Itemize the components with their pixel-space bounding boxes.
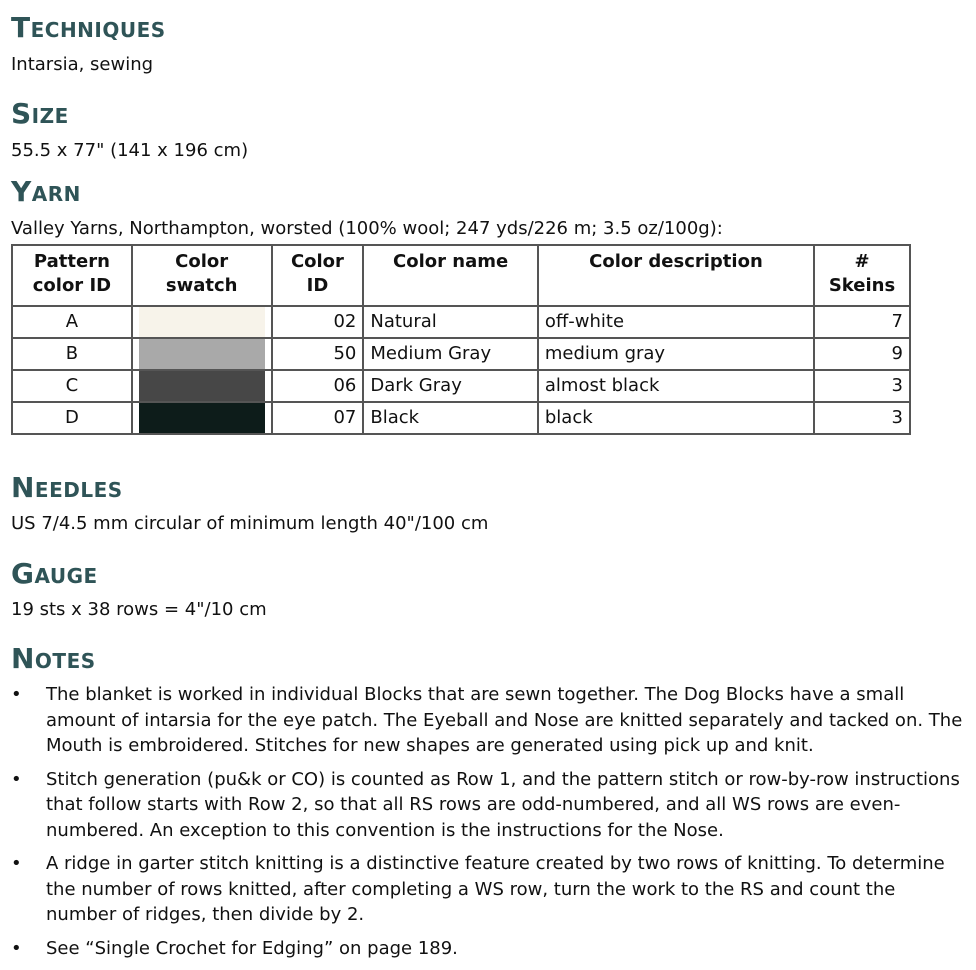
color-swatch xyxy=(139,371,265,401)
list-item xyxy=(11,682,971,759)
skeins-count: 9 xyxy=(814,338,910,370)
gauge-heading: Gauge xyxy=(11,557,98,590)
color-name: Black xyxy=(363,402,538,434)
pattern-color-id: A xyxy=(12,306,132,338)
header-color-name: Color name xyxy=(363,245,538,306)
color-swatch xyxy=(139,339,265,369)
header-pattern-color-id: Pattern color ID xyxy=(12,245,132,306)
size-text: 55.5 x 77" (141 x 196 cm) xyxy=(11,140,249,161)
size-heading: Size xyxy=(11,97,69,130)
color-swatch xyxy=(139,307,265,337)
list-item xyxy=(11,851,971,928)
table-header-row xyxy=(12,245,910,306)
table-row xyxy=(12,306,910,338)
color-swatch-cell xyxy=(132,370,272,402)
color-name: Natural xyxy=(363,306,538,338)
techniques-heading: Techniques xyxy=(11,11,166,44)
note-text: The blanket is worked in individual Blocks that are sewn together. The Dog Blocks have a small amount of intarsia for the eye patch. The Eyeball and Nose are knitted separately and tacked on. The Mouth is embroidered. Stitches for new shapes are generated using pick up and knit. xyxy=(46,684,963,756)
pattern-color-id: D xyxy=(12,402,132,434)
needles-heading: Needles xyxy=(11,471,123,504)
yarn-text: Valley Yarns, Northampton, worsted (100% wool; 247 yds/226 m; 3.5 oz/100g): xyxy=(11,218,723,239)
needles-text: US 7/4.5 mm circular of minimum length 40"/100 cm xyxy=(11,513,489,534)
color-swatch-cell xyxy=(132,338,272,370)
note-text: See “Single Crochet for Edging” on page 189. xyxy=(46,937,458,959)
header-skeins: # Skeins xyxy=(814,245,910,306)
header-color-description: Color description xyxy=(538,245,814,306)
skeins-count: 3 xyxy=(814,402,910,434)
bullet-icon: • xyxy=(11,684,22,705)
yarn-heading: Yarn xyxy=(11,175,81,208)
color-swatch-cell xyxy=(132,306,272,338)
color-swatch-cell xyxy=(132,402,272,434)
gauge-text: 19 sts x 38 rows = 4"/10 cm xyxy=(11,599,267,620)
notes-heading: Notes xyxy=(11,642,96,675)
header-color-id: Color ID xyxy=(272,245,364,306)
techniques-text: Intarsia, sewing xyxy=(11,54,154,75)
color-description: almost black xyxy=(538,370,814,402)
bullet-icon: • xyxy=(11,937,22,959)
skeins-count: 3 xyxy=(814,370,910,402)
color-swatch xyxy=(139,403,265,433)
notes-list xyxy=(11,682,971,969)
bullet-icon: • xyxy=(11,768,22,790)
color-name: Dark Gray xyxy=(363,370,538,402)
note-text: Stitch generation (pu&k or CO) is counted as Row 1, and the pattern stitch or row-by-row instructions that follow starts with Row 2, so that all RS rows are odd-numbered, and all WS rows are even-numbered. An exception to this convention is the instructions for the Nose. xyxy=(46,768,960,841)
color-id: 07 xyxy=(272,402,364,434)
color-description: off-white xyxy=(538,306,814,338)
table-row xyxy=(12,370,910,402)
table-row xyxy=(12,402,910,434)
list-item xyxy=(11,936,971,962)
color-id: 02 xyxy=(272,306,364,338)
list-item xyxy=(11,767,971,844)
bullet-icon: • xyxy=(11,853,22,874)
table-row xyxy=(12,338,910,370)
color-description: medium gray xyxy=(538,338,814,370)
color-id: 50 xyxy=(272,338,364,370)
color-description: black xyxy=(538,402,814,434)
header-color-swatch: Color swatch xyxy=(132,245,272,306)
skeins-count: 7 xyxy=(814,306,910,338)
pattern-color-id: C xyxy=(12,370,132,402)
color-name: Medium Gray xyxy=(363,338,538,370)
note-text: A ridge in garter stitch knitting is a distinctive feature created by two rows of knitting. To determine the number of rows knitted, after completing a WS row, turn the work to the RS and count the number of ridges, then divide by 2. xyxy=(46,853,945,925)
yarn-table xyxy=(11,244,911,435)
color-id: 06 xyxy=(272,370,364,402)
pattern-color-id: B xyxy=(12,338,132,370)
